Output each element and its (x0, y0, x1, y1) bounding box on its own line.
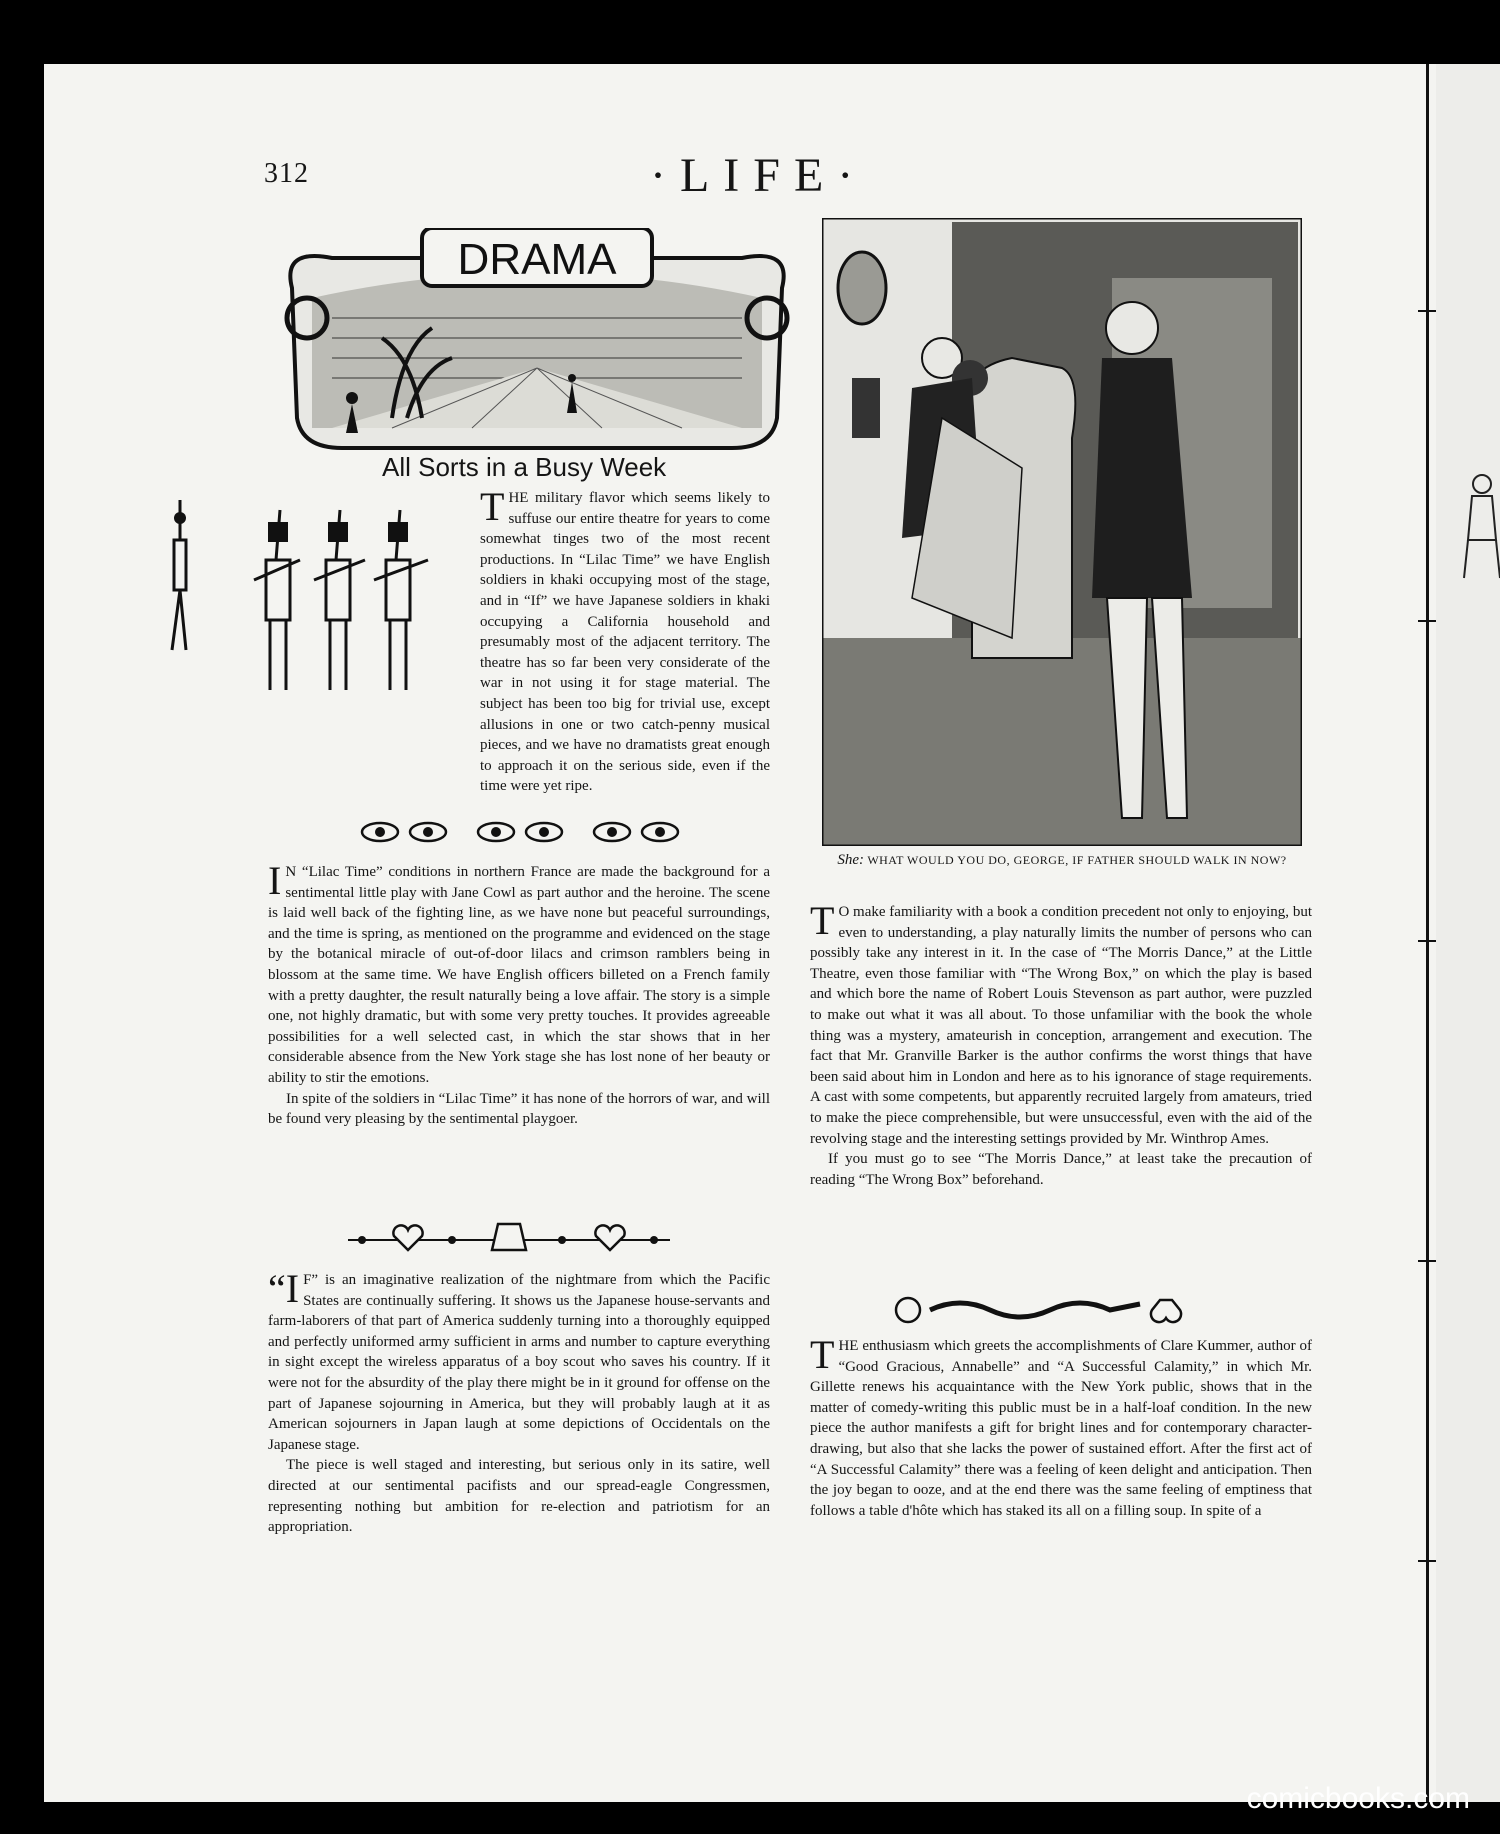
stitch-mark (1418, 1560, 1436, 1562)
snake-apple-ornament (890, 1290, 1186, 1326)
adjacent-page-edge (1436, 64, 1500, 1802)
column-left-if (268, 1266, 770, 1538)
column-right-kummer (810, 1332, 1312, 1521)
stitch-mark (1418, 620, 1436, 622)
drop-cap: I (268, 858, 282, 903)
eyes-ornament (358, 812, 680, 848)
paragraph-morris-dance: T O make familiarity with a book a condition precedent not only to enjoying, but even to understanding, a play naturally limits the number of persons who can possibly take any interest in it. In the case of “The Morris Dance,” at the Little Theatre, even those familiar with “The Wrong Box,” on which the play is based and which bore the name of Robert Louis Stevenson as part author, were puzzled to make out what it was all about. To those unfamiliar with the book the whole thing was a mystery, amateurish in conception, arrangement and execution. The fact that Mr. Granville Barker is the author confirms the worst things that have been said about him in London and here as to his ignorance of stage requirements. A cast with some competents, but apparently recruited largely from amateurs, tried to make the piece comprehensible, but were unsuccessful, even with the aid of the revolving stage and the interesting settings provided by Mr. Winthrop Ames. (810, 898, 1312, 1147)
stitch-mark (1418, 1260, 1436, 1262)
column-left (268, 484, 770, 797)
adjacent-page-figure-illustration (1460, 470, 1500, 580)
column-left-lilac (268, 858, 770, 1130)
caption-text: WHAT WOULD YOU DO, GEORGE, IF FATHER SHOULD WALK IN NOW? (867, 853, 1287, 867)
page-number: 312 (264, 158, 309, 189)
paragraph-lilac-summary: In spite of the soldiers in “Lilac Time” it has none of the horrors of war, and will be found very pleasing by the sentimental playgoer. (268, 1090, 770, 1128)
drop-cap: T (810, 1332, 835, 1377)
paragraph-if-summary: The piece is well staged and interesting, but serious only in its satire, well directed at our sentimental pacifists and our spread-eagle Congressmen, representing nothing but ambition for re-election and patriotism for an appropriation. (268, 1457, 770, 1536)
stitch-mark (1418, 310, 1436, 312)
caption-speaker: She: (837, 852, 865, 868)
paragraph-morris-advice: If you must go to see “The Morris Dance,” at least take the precaution of reading “The Wrong Box” beforehand. (810, 1151, 1312, 1188)
drop-cap: “I (268, 1266, 300, 1311)
paragraph-lilac-time: I N “Lilac Time” conditions in northern France are made the background for a sentimental little play with Jane Cowl as part author and the heroine. The scene is laid well back of the fighting line, as we have none but peaceful surroundings, and the time is spring, as mentioned on the programme and evidenced on the stage by the botanical miracle of out-of-door lilacs and crimson ramblers being in blossom at the same time. We have English officers billeted on a French family with a pretty daughter, the result naturally being a love affair. The story is a simple one, not highly dramatic, but with some very pretty touches. It provides agreeable possibilities for a well selected cast, in which the star shows that in her considerable absence from the New York stage she has lost none of her beauty or ability to stir the emotions. (268, 858, 770, 1086)
article-headline: All Sorts in a Busy Week (382, 452, 667, 482)
hearts-ornament (348, 1220, 670, 1256)
masthead: ·LIFE· (650, 149, 868, 202)
drop-cap: T (480, 484, 505, 529)
paragraph-if: “I F” is an imaginative realization of the nightmare from which the Pacific States are continually suffering. It shows us the Japanese house-servants and farm-laborers of that part of America suddenly turning into a thoroughly equipped and perfectly uniformed army sufficient in arms and number to capture everything in sight except the wireless apparatus of a boy scout who saves his country. If it were not for the absurdity of the play there might be in it ground for offense on the part of Japanese sojourning in America, but they will probably laugh at it as American sojourners in Japan laugh at some depictions of Occidentals on the Japanese stage. (268, 1266, 770, 1453)
column-right (810, 898, 1312, 1190)
paragraph-military-flavor: THE military flavor which seems likely to suffuse our entire theatre for years to come somewhat tinges two of the most recent productions. In “Lilac Time” we have English soldiers in khaki occupying most of the stage, and in “If” we have Japanese soldiers in khaki occupying a California household and presumably most of the adjacent territory. The theatre has so far been very considerate of the war in not using it for stage material. The subject has been too big for trivial use, except allusions in one or two catch-penny musical pieces, and we have no dramatists great enough to approach it on the serious side, even if the time were yet ripe. (480, 484, 770, 795)
stitch-mark (1418, 940, 1436, 942)
drama-banner-illustration (272, 228, 802, 456)
binding-gutter (1426, 64, 1429, 1802)
banner-title: DRAMA (457, 235, 617, 284)
illustration-caption (822, 852, 1302, 869)
parlor-scene-illustration (822, 218, 1302, 846)
paragraph-clare-kummer: THE enthusiasm which greets the accomplishments of Clare Kummer, author of “Good Gracious, Annabelle” and “A Successful Calamity,” in which Mr. Gillette renews his acquaintance with the New York public, shows that in the matter of comedy-writing this public must be in a half-loaf condition. In the new piece the author manifests a gift for bright lines and for contemporary character-drawing, but also that she lacks the power of sustained effort. After the first act of “A Successful Calamity” there was a feeling of keen delight and anticipation. Then the joy began to ooze, and at the end there was the same feeling of emptiness that follows a table d'hôte which has staked its all on a filling soup. In spite of a (810, 1332, 1312, 1519)
watermark: comicbooks.com (1246, 1782, 1470, 1815)
drop-cap: T (810, 898, 835, 943)
